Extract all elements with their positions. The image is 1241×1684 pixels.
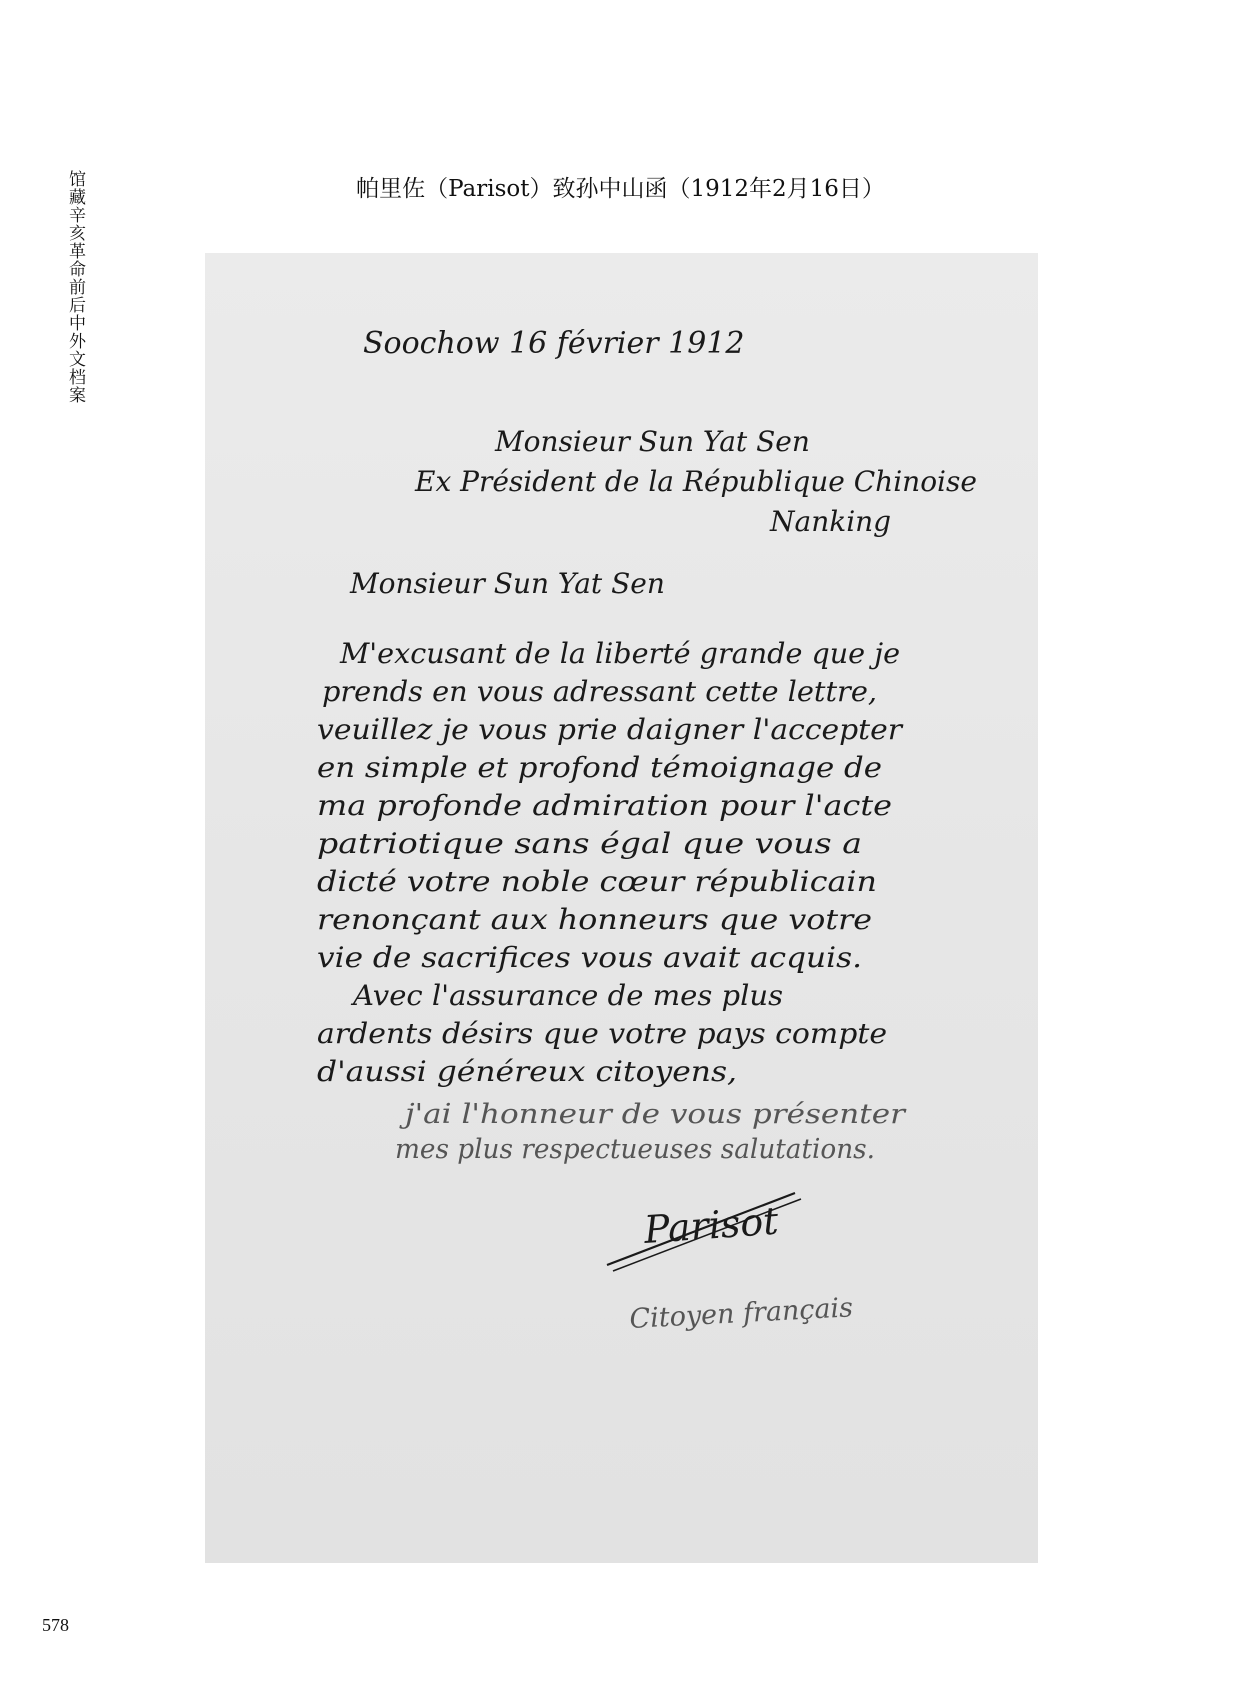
letter-body <box>317 637 904 1088</box>
letter-salutation: Monsieur Sun Yat Sen <box>350 567 665 600</box>
letter-body-line: d'aussi généreux citoyens, <box>317 1055 737 1088</box>
page-number: 578 <box>42 1615 69 1635</box>
letter-body-line: ardents désirs que votre pays compte <box>317 1017 887 1050</box>
signature-note: Citoyen français <box>628 1292 854 1335</box>
letter-scan <box>205 253 1038 1563</box>
letter-body-line: M'excusant de la liberté grande que je <box>338 637 900 670</box>
letter-body-line: vie de sacrifices vous avait acquis. <box>317 941 862 974</box>
letter-body-line: veuillez je vous prie daigner l'accepter <box>317 713 904 746</box>
letter-address-line: Nanking <box>770 505 892 538</box>
letter-body-line: patriotique sans égal que vous a <box>317 827 862 860</box>
letter-body-line: prends en vous adressant cette lettre, <box>322 675 878 708</box>
signature-name: Parisot <box>642 1198 780 1252</box>
handwritten-letter <box>205 253 1038 1563</box>
letter-closing-line: j'ai l'honneur de vous présenter <box>399 1099 908 1130</box>
book-side-title: 馆藏辛亥革命前后中外文档案 <box>65 170 85 404</box>
letter-address-line: Ex Président de la République Chinoise <box>415 465 977 498</box>
letter-body-line: ma profonde admiration pour l'acte <box>317 789 892 822</box>
letter-dateline: Soochow 16 février 1912 <box>363 326 745 361</box>
letter-body-line: dicté votre noble cœur républicain <box>317 865 877 898</box>
document-caption: 帕里佐（Parisot）致孙中山函（1912年2月16日） <box>356 176 885 202</box>
letter-address-line: Monsieur Sun Yat Sen <box>495 425 810 458</box>
letter-closing-line: mes plus respectueuses salutations. <box>395 1134 875 1165</box>
letter-body-line: en simple et profond témoignage de <box>317 751 882 784</box>
letter-body-line: Avec l'assurance de mes plus <box>349 979 783 1012</box>
letter-body-line: renonçant aux honneurs que votre <box>317 903 872 936</box>
signature <box>607 1193 801 1271</box>
